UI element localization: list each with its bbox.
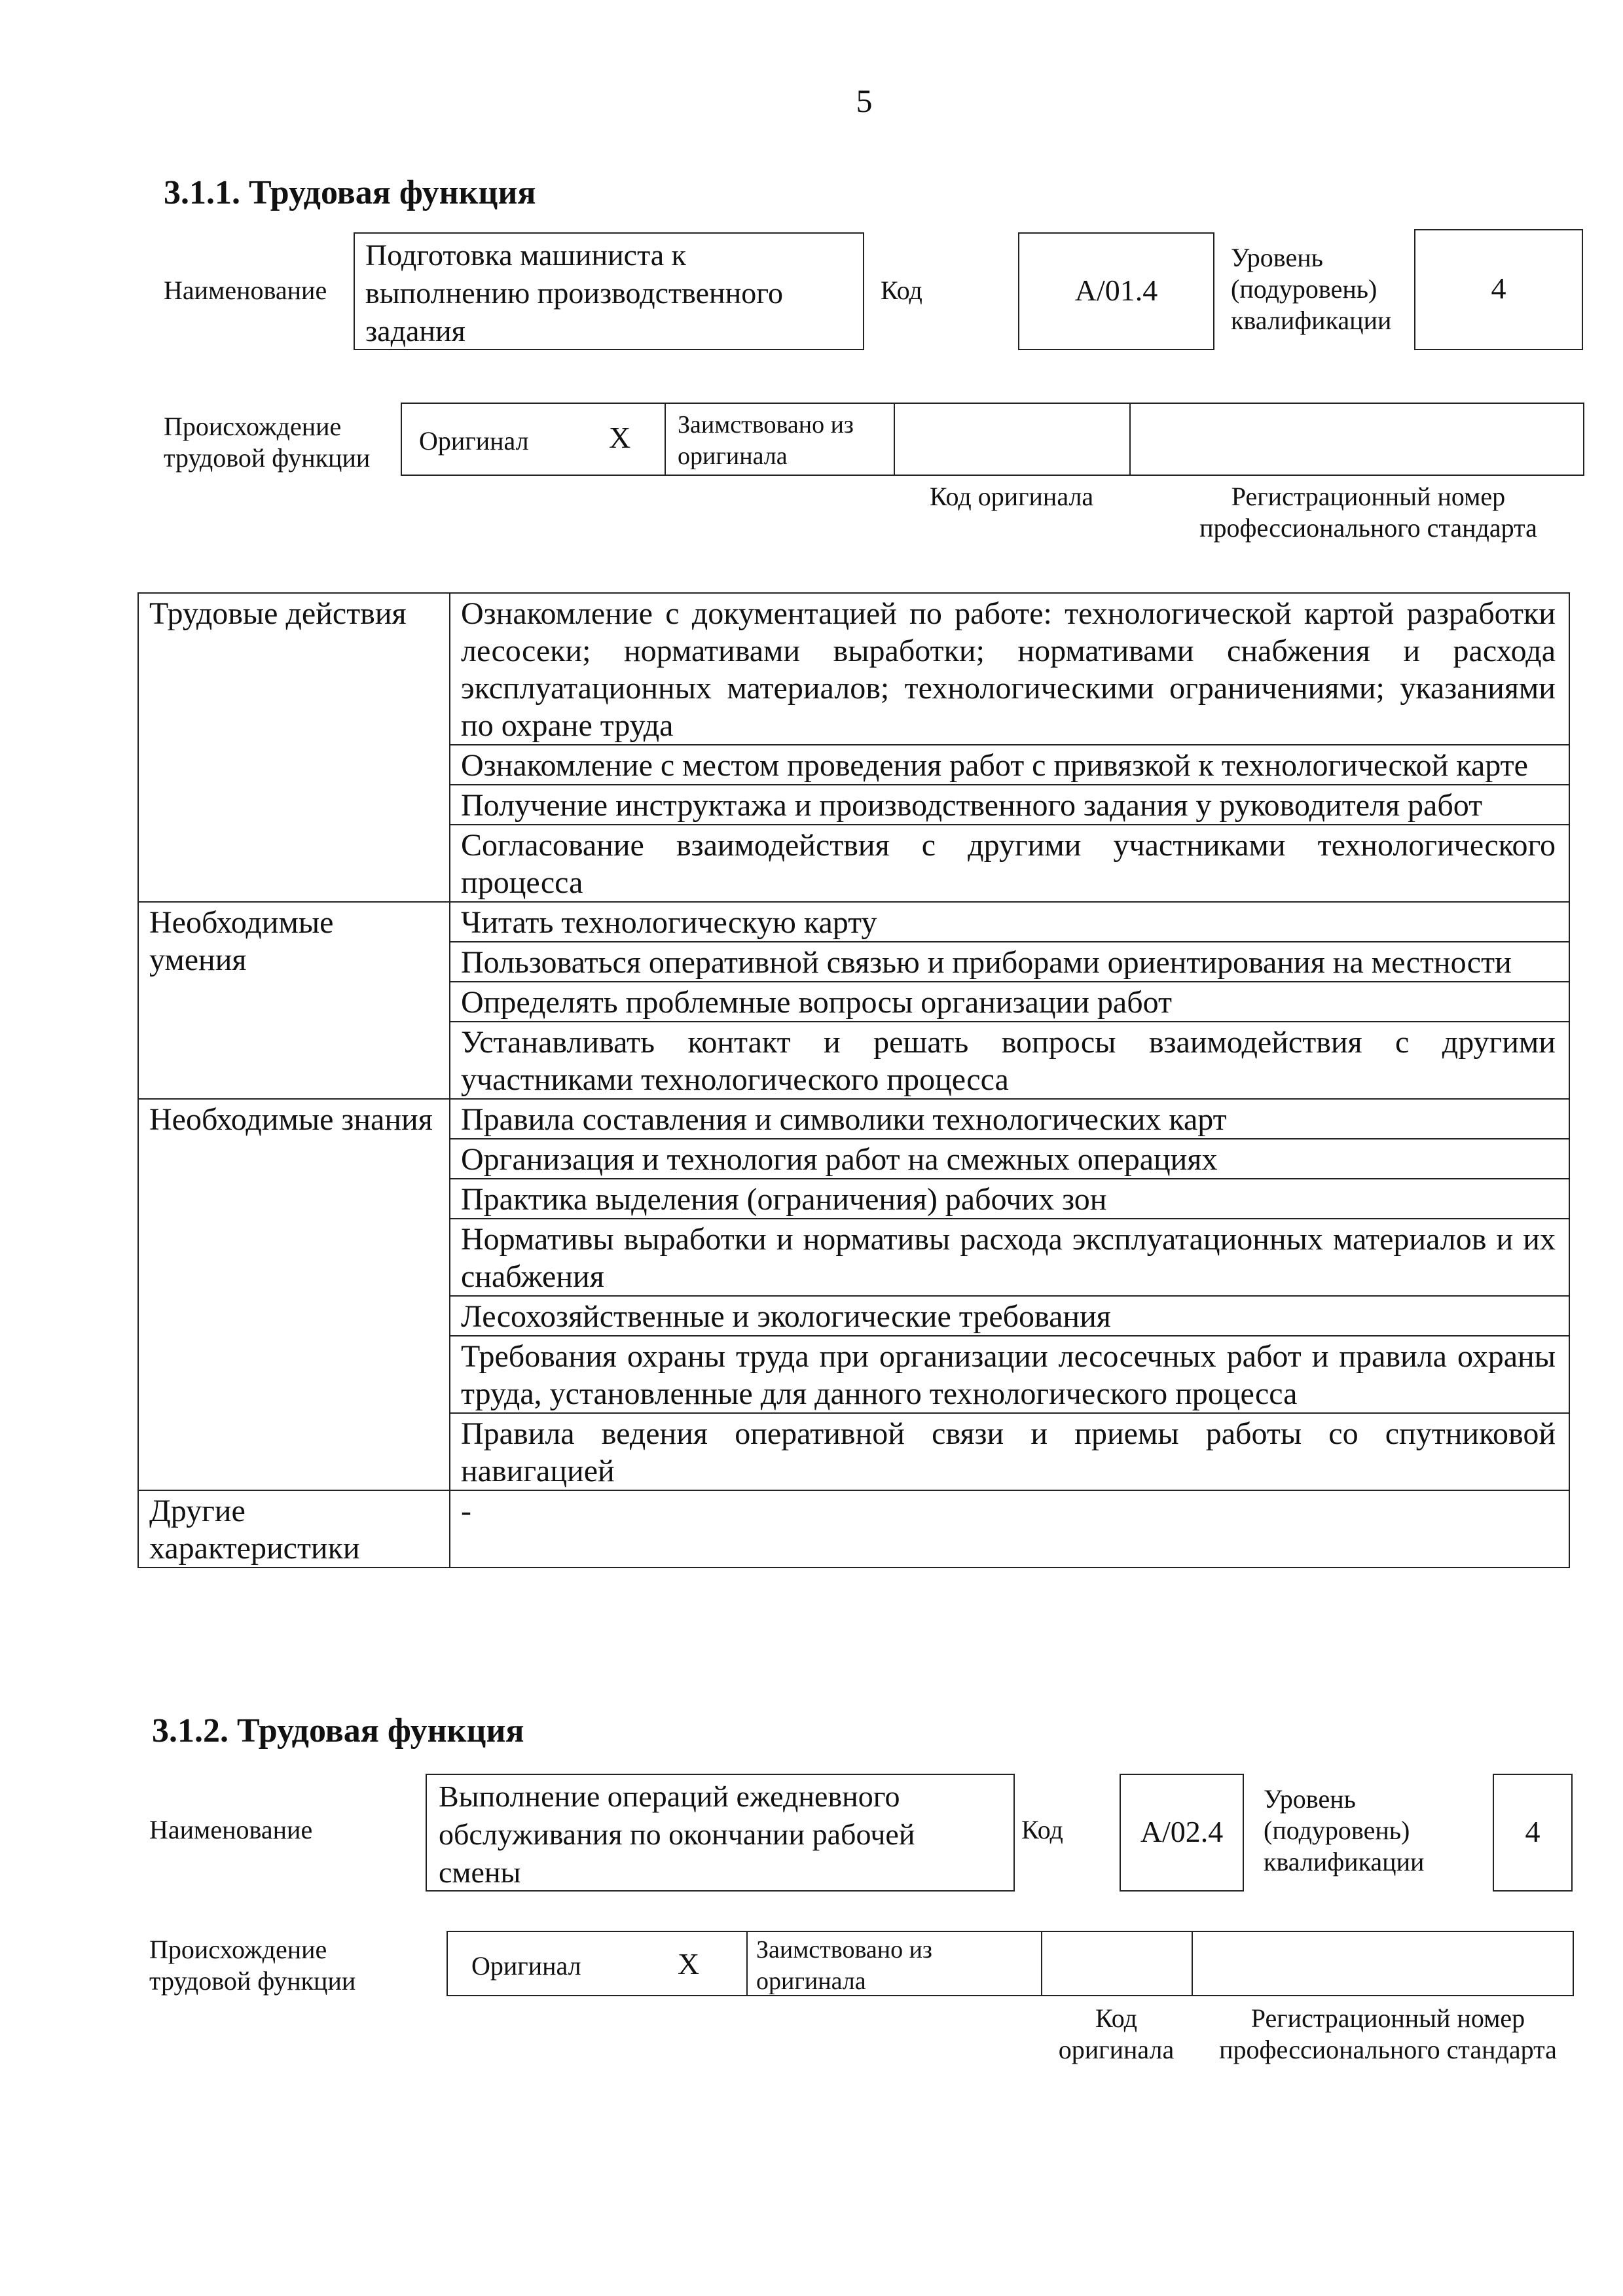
divider bbox=[1129, 404, 1131, 475]
original-mark: X bbox=[609, 421, 631, 454]
table-row bbox=[138, 902, 1569, 942]
name-label: Наименование bbox=[164, 276, 327, 305]
level-box bbox=[1414, 229, 1583, 350]
table-cell: - bbox=[450, 1490, 1569, 1568]
table-cell: Правила ведения оперативной связи и приемы работы со спутниковой навигацией bbox=[450, 1413, 1569, 1490]
code-label: Код bbox=[881, 276, 922, 305]
row-label: Необходимые знания bbox=[138, 1099, 450, 1490]
page-number: 5 bbox=[856, 82, 873, 119]
origin-label: Происхождение трудовой функции bbox=[164, 412, 371, 473]
function-name-box bbox=[354, 232, 864, 350]
name-label: Наименование bbox=[149, 1815, 313, 1844]
origin-table bbox=[447, 1931, 1574, 1996]
table-cell: Читать технологическую карту bbox=[450, 902, 1569, 942]
level-label: Уровень (подуровень) квалификации bbox=[1264, 1784, 1425, 1876]
table-row bbox=[138, 593, 1569, 745]
reg-number-caption: Регистрационный номер профессионального стандарта bbox=[1199, 482, 1537, 543]
level-value: 4 bbox=[1491, 272, 1506, 305]
table-cell: Ознакомление с документацией по работе: технологической картой разработки лесосеки; нормативами выработки; нормативами снабжения и расхода эксплуатационных материалов; технологическими ограничениями; указаниями по охране труда bbox=[450, 593, 1569, 745]
original-mark: X bbox=[678, 1947, 700, 1981]
section-heading: 3.1.2. Трудовая функция bbox=[152, 1712, 524, 1749]
table-cell: Практика выделения (ограничения) рабочих зон bbox=[450, 1179, 1569, 1219]
function-name: Подготовка машиниста к выполнению производственного задания bbox=[365, 238, 783, 348]
table-cell: Согласование взаимодействия с другими участниками технологического процесса bbox=[450, 825, 1569, 902]
table-cell: Получение инструктажа и производственного задания у руководителя работ bbox=[450, 785, 1569, 825]
level-label: Уровень (подуровень) квалификации bbox=[1231, 243, 1392, 335]
level-box bbox=[1493, 1774, 1573, 1892]
row-label: Трудовые действия bbox=[138, 593, 450, 902]
section-heading: 3.1.1. Трудовая функция bbox=[164, 174, 536, 211]
table-cell: Лесохозяйственные и экологические требования bbox=[450, 1296, 1569, 1336]
row-label: Необходимые умения bbox=[138, 902, 450, 1099]
table-cell: Организация и технология работ на смежных операциях bbox=[450, 1139, 1569, 1179]
code-original-caption: Код оригинала bbox=[929, 482, 1094, 511]
table-cell: Требования охраны труда при организации лесосечных работ и правила охраны труда, установленные для данного технологического процесса bbox=[450, 1336, 1569, 1413]
code-original-caption: Код оригинала bbox=[1058, 2003, 1175, 2064]
code-label: Код bbox=[1021, 1815, 1063, 1844]
table-cell: Пользоваться оперативной связью и приборами ориентирования на местности bbox=[450, 942, 1569, 982]
level-value: 4 bbox=[1525, 1815, 1541, 1848]
function-name-box bbox=[426, 1774, 1015, 1892]
code-value: А/01.4 bbox=[1074, 274, 1158, 307]
function-name: Выполнение операций ежедневного обслуживания по окончании рабочей смены bbox=[439, 1780, 915, 1889]
table-cell: Правила составления и символики технологических карт bbox=[450, 1099, 1569, 1139]
divider bbox=[1192, 1932, 1193, 1995]
table-cell: Устанавливать контакт и решать вопросы взаимодействия с другими участниками технологического процесса bbox=[450, 1022, 1569, 1099]
divider bbox=[746, 1932, 748, 1995]
table-cell: Ознакомление с местом проведения работ с привязкой к технологической карте bbox=[450, 745, 1569, 785]
divider bbox=[1041, 1932, 1042, 1995]
divider bbox=[894, 404, 895, 475]
origin-table bbox=[401, 403, 1584, 476]
table-cell: Нормативы выработки и нормативы расхода эксплуатационных материалов и их снабжения bbox=[450, 1219, 1569, 1296]
code-box bbox=[1120, 1774, 1244, 1892]
divider bbox=[665, 404, 666, 475]
original-label: Оригинал bbox=[471, 1951, 581, 1981]
row-label: Другие характеристики bbox=[138, 1490, 450, 1568]
borrowed-label: Заимствовано из оригинала bbox=[678, 411, 854, 470]
table-row bbox=[138, 1099, 1569, 1139]
origin-label: Происхождение трудовой функции bbox=[149, 1935, 356, 1996]
table-cell: Определять проблемные вопросы организации работ bbox=[450, 982, 1569, 1022]
labor-function-table bbox=[137, 592, 1570, 1568]
reg-number-caption: Регистрационный номер профессионального стандарта bbox=[1219, 2003, 1557, 2064]
code-box bbox=[1018, 232, 1214, 350]
code-value: А/02.4 bbox=[1140, 1815, 1224, 1848]
borrowed-label: Заимствовано из оригинала bbox=[756, 1936, 932, 1995]
original-label: Оригинал bbox=[419, 426, 529, 456]
table-row bbox=[138, 1490, 1569, 1568]
